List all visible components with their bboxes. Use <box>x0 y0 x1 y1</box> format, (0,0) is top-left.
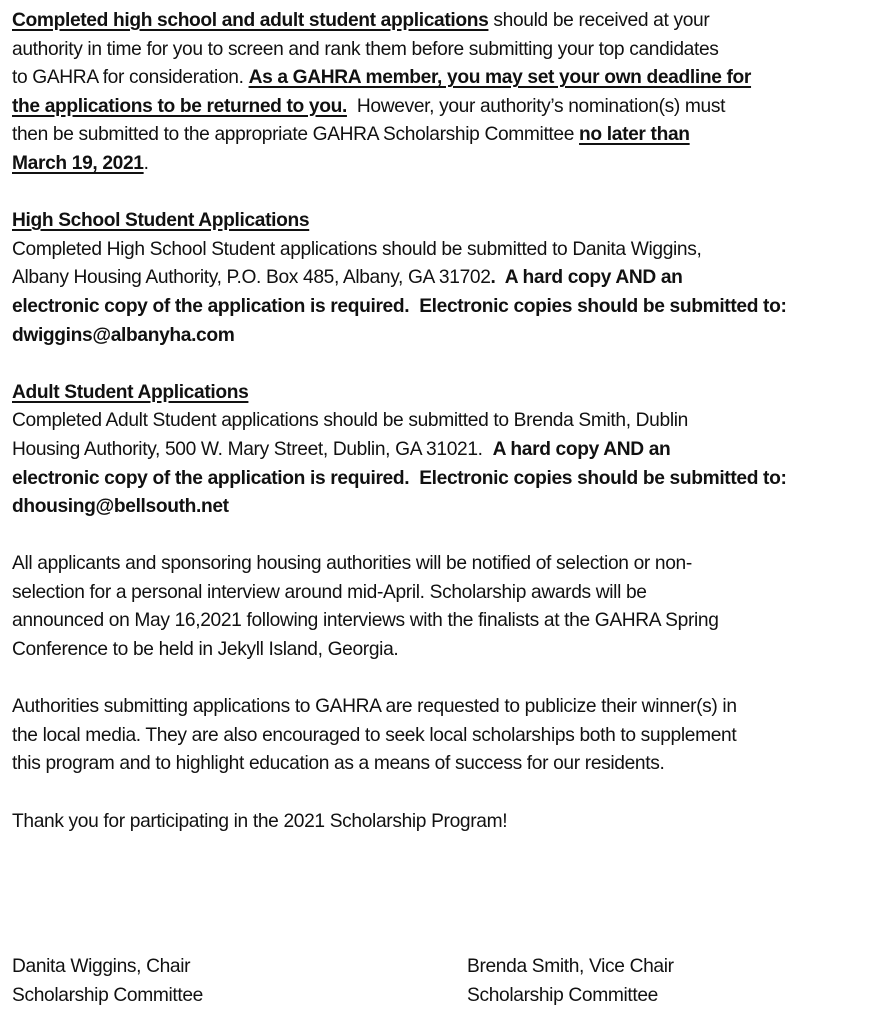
publicity-paragraph: Authorities submitting applications to GAHRA are requested to publicize their winner(s) in the local media. They are also encouraged to seek local scholarships both to supplement this program and to highlight education as a means of success for our residents. <box>12 696 737 775</box>
document-body <box>12 7 882 836</box>
deadline-date-emphasis: no later than <box>579 124 690 146</box>
thank-you-line: Thank you for participating in the 2021 Scholarship Program! <box>12 810 508 832</box>
intro-emphasis: Completed high school and adult student applications <box>12 10 489 31</box>
adult-email: dhousing@bellsouth.net <box>12 496 229 518</box>
signature-name: Danita Wiggins, Chair <box>12 956 191 977</box>
signature-chair <box>12 953 203 1010</box>
high-school-heading: High School Student Applications <box>12 210 310 232</box>
intro-paragraph: Completed high school and adult student applications should be received at your authority in time for you to screen and rank them before submitting your top candidates to GAHRA for consideration. As a GAHRA member, you may set your own deadline for the applications to be returned to you. However, your authority’s nomination(s) must then be submitted to the appropriate GAHRA Scholarship Committee no later than March 19, 2021. <box>12 10 752 174</box>
notification-paragraph: All applicants and sponsoring housing authorities will be notified of selection or non- selection for a personal interview around mid-April. Scholarship awards will be announced on May 16,2021 following interviews with the finalists at the GAHRA Spring Conference to be held in Jekyll Island, Georgia. <box>12 553 719 661</box>
deadline-date: March 19, 2021 <box>12 152 144 174</box>
signature-name: Brenda Smith, Vice Chair <box>467 956 674 977</box>
high-school-email: dwiggins@albanyha.com <box>12 324 235 346</box>
signature-title: Scholarship Committee <box>467 984 658 1006</box>
adult-heading: Adult Student Applications <box>12 381 249 403</box>
signature-title: Scholarship Committee <box>12 984 203 1006</box>
high-school-section: High School Student Applications Completed High School Student applications should be submitted to Danita Wiggins, Albany Housing Authority, P.O. Box 485, Albany, GA 31702. A hard copy AND an electronic copy of the application is required. Electronic copies should be submitted to: dwiggins@albanyha.com <box>12 207 882 350</box>
adult-section: Adult Student Applications Completed Adult Student applications should be submitted to Brenda Smith, Dublin Housing Authority, 500 W. Mary Street, Dublin, GA 31021. A hard copy AND an electronic copy of the application is required. Electronic copies should be submitted to: dhousing@bellsouth.net <box>12 379 882 522</box>
deadline-emphasis: As a GAHRA member, you may set your own deadline for <box>248 67 752 89</box>
signature-vice-chair <box>467 953 674 1010</box>
